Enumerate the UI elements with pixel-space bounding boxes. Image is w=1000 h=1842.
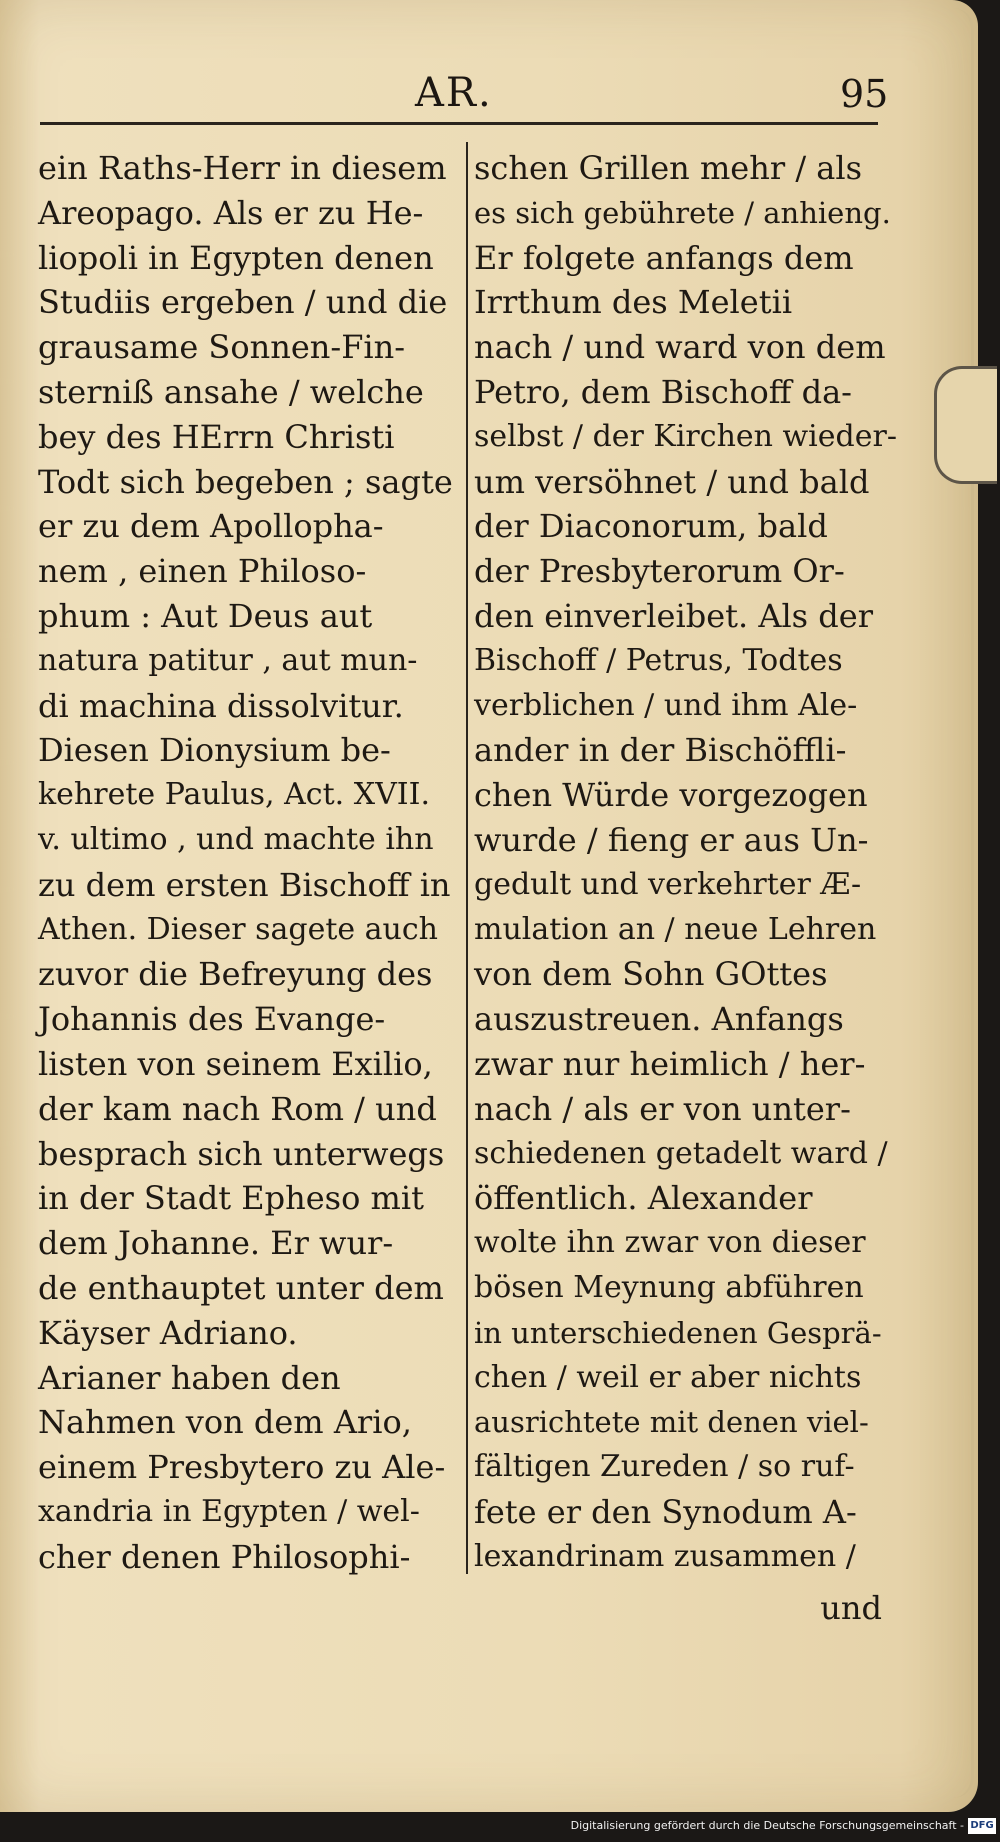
text-line: chen Würde vorgezogen	[474, 776, 868, 815]
text-line: chen / weil er aber nichts	[474, 1359, 862, 1395]
text-line: in unterschiedenen Gesprä-	[474, 1315, 882, 1350]
text-column-left	[38, 146, 458, 1580]
text-line: Studiis ergeben / und die	[38, 283, 448, 322]
text-line: Johannis des Evange-	[38, 1000, 386, 1039]
text-line: Todt sich begeben ; sagte	[38, 462, 453, 501]
text-line: zwar nur heimlich / her-	[474, 1044, 866, 1083]
text-line: der Diaconorum, bald	[474, 507, 828, 546]
text-line: mulation an / neue Lehren	[474, 911, 877, 947]
page-tab-marker	[934, 366, 997, 484]
text-line: besprach sich unterwegs	[38, 1134, 445, 1173]
text-line: der Presbyterorum Or-	[474, 552, 845, 591]
text-line: Nahmen von dem Ario,	[38, 1403, 412, 1442]
text-line: es sich gebührete / anhieng.	[474, 195, 891, 230]
running-head: AR.	[415, 70, 493, 116]
text-line: wurde / fieng er aus Un-	[474, 820, 869, 859]
text-line: der kam nach Rom / und	[38, 1089, 437, 1128]
text-line: cher denen Philosophi-	[38, 1537, 411, 1576]
text-line: sterniß ansahe / welche	[38, 372, 424, 411]
text-line: schiedenen getadelt ward /	[474, 1135, 888, 1171]
dfg-logo: DFG	[968, 1818, 996, 1834]
page-number: 95	[840, 72, 889, 116]
text-line: ander in der Bischöffli-	[474, 731, 847, 770]
text-line: bösen Meynung abführen	[474, 1269, 864, 1305]
text-line: xandria in Egypten / wel-	[38, 1493, 420, 1529]
digitization-footer	[0, 1812, 1000, 1842]
text-line: natura patitur , aut mun-	[38, 642, 418, 678]
text-line: Diesen Dionysium be-	[38, 731, 391, 770]
text-line: gedult und verkehrter Æ-	[474, 866, 862, 902]
text-line: Irrthum des Meletii	[474, 283, 793, 322]
text-line: Bischoff / Petrus, Todtes	[474, 642, 843, 678]
digitization-note: Digitalisierung gefördert durch die Deutsche Forschungsgemeinschaft -	[570, 1819, 964, 1832]
text-line: öffentlich. Alexander	[474, 1179, 813, 1218]
text-line: nach / und ward von dem	[474, 328, 886, 367]
text-line: schen Grillen mehr / als	[474, 149, 862, 187]
page-edge	[953, 8, 974, 1798]
text-line: liopoli in Egypten denen	[38, 238, 434, 277]
text-line: nem , einen Philoso-	[38, 552, 367, 591]
catchword: und	[820, 1588, 882, 1627]
text-line: fältigen Zureden / so ruf-	[474, 1449, 855, 1485]
header-rule	[40, 122, 878, 125]
text-line: ein Raths-Herr in diesem	[38, 149, 447, 187]
text-line: di machina dissolvitur.	[38, 686, 404, 725]
text-line: den einverleibet. Als der	[474, 596, 873, 635]
text-line: Arianer haben den	[38, 1358, 341, 1397]
text-line: auszustreuen. Anfangs	[474, 1000, 844, 1039]
text-line: in der Stadt Epheso mit	[38, 1179, 424, 1218]
text-line: einem Presbytero zu Ale-	[38, 1448, 446, 1487]
text-line: Er folgete anfangs dem	[474, 238, 854, 277]
text-line: ausrichtete mit denen viel-	[474, 1405, 869, 1440]
text-line: verblichen / und ihm Ale-	[474, 687, 858, 723]
text-line: Käyser Adriano.	[38, 1313, 298, 1352]
text-line: bey des HErrn Christi	[38, 417, 395, 456]
text-line: zu dem ersten Bischoff in	[38, 865, 451, 904]
page-header	[0, 64, 978, 124]
text-line: Areopago. Als er zu He-	[38, 193, 424, 232]
text-column-right	[474, 146, 897, 1630]
text-line: selbst / der Kirchen wieder-	[474, 418, 897, 454]
text-line: lexandrinam zusammen /	[474, 1538, 856, 1574]
text-line: wolte ihn zwar von dieser	[474, 1225, 866, 1261]
text-line: von dem Sohn GOttes	[474, 955, 828, 994]
column-divider	[466, 142, 468, 1574]
text-line: Athen. Dieser sagete auch	[38, 911, 439, 947]
text-line: de enthauptet unter dem	[38, 1268, 444, 1307]
text-line: phum : Aut Deus aut	[38, 596, 373, 635]
text-line: dem Johanne. Er wur-	[38, 1224, 394, 1263]
text-line: nach / als er von unter-	[474, 1089, 851, 1128]
text-line: um versöhnet / und bald	[474, 462, 870, 501]
text-line: fete er den Synodum A-	[474, 1492, 857, 1531]
text-line: kehrete Paulus, Act. XVII.	[38, 777, 430, 813]
text-line: er zu dem Apollopha-	[38, 507, 384, 546]
text-line: grausame Sonnen-Fin-	[38, 328, 406, 367]
text-line: listen von seinem Exilio,	[38, 1044, 433, 1083]
text-line: Petro, dem Bischoff da-	[474, 372, 852, 411]
text-line: zuvor die Befreyung des	[38, 955, 433, 994]
text-line: v. ultimo , und machte ihn	[38, 821, 434, 857]
